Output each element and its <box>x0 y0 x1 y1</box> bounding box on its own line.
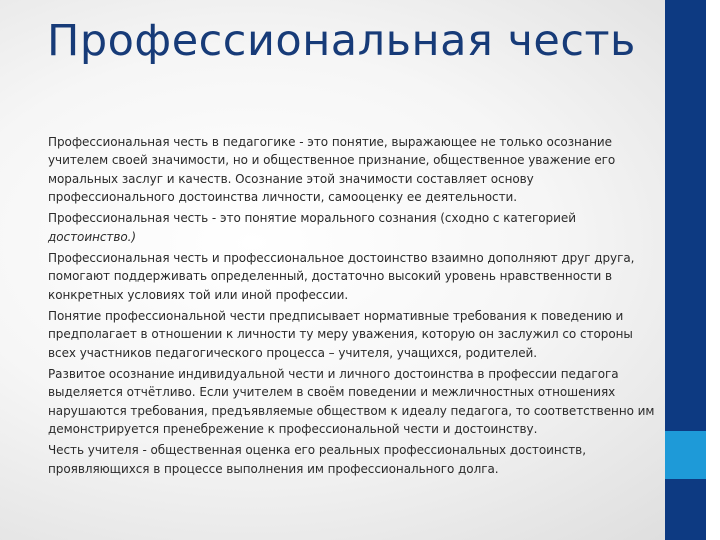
paragraph-5: Развитое осознание индивидуальной чести и личного достоинства в профессии педагога выделяется отчётливо. Если учителем в своём поведении и межличностных отношениях нарушаются требования, предъявляемые обществом к идеалу педагога, то соответственно им демонстрируется пренебрежение к профессиональной чести и достоинству. <box>48 367 655 437</box>
paragraph-1: Профессиональная честь в педагогике - это понятие, выражающее не только осознание учителем своей значимости, но и общественное признание, общественное уважение его моральных заслуг и качеств. Осознание этой значимости составляет основу профессионального достоинства личности, самооценку ее деятельности. <box>48 135 616 205</box>
side-accent-decoration <box>665 431 706 479</box>
slide-body <box>48 133 658 481</box>
paragraph-3: Профессиональная честь и профессиональное достоинство взаимно дополняют друг друга, помогают поддерживать определенный, достаточно высокий уровень нравственности в конкретных условиях той или иной профессии. <box>48 251 635 302</box>
slide-title: Профессиональная честь <box>47 16 636 66</box>
right-edge-strip <box>706 0 720 540</box>
paragraph-6: Честь учителя - общественная оценка его реальных профессиональных достоинств, проявляющихся в процессе выполнения им профессионального долга. <box>48 443 586 476</box>
paragraph-2-italic: достоинство.) <box>48 229 137 244</box>
paragraph-2-text: Профессиональная честь - это понятие морального сознания (сходно с категорией <box>48 211 576 226</box>
paragraph-4: Понятие профессиональной чести предписывает нормативные требования к поведению и предполагает в отношении к личности ту меру уважения, которую он заслужил со стороны всех участников педагогического процесса – учителя, учащихся, родителей. <box>48 309 633 360</box>
paragraph-2 <box>48 209 658 246</box>
